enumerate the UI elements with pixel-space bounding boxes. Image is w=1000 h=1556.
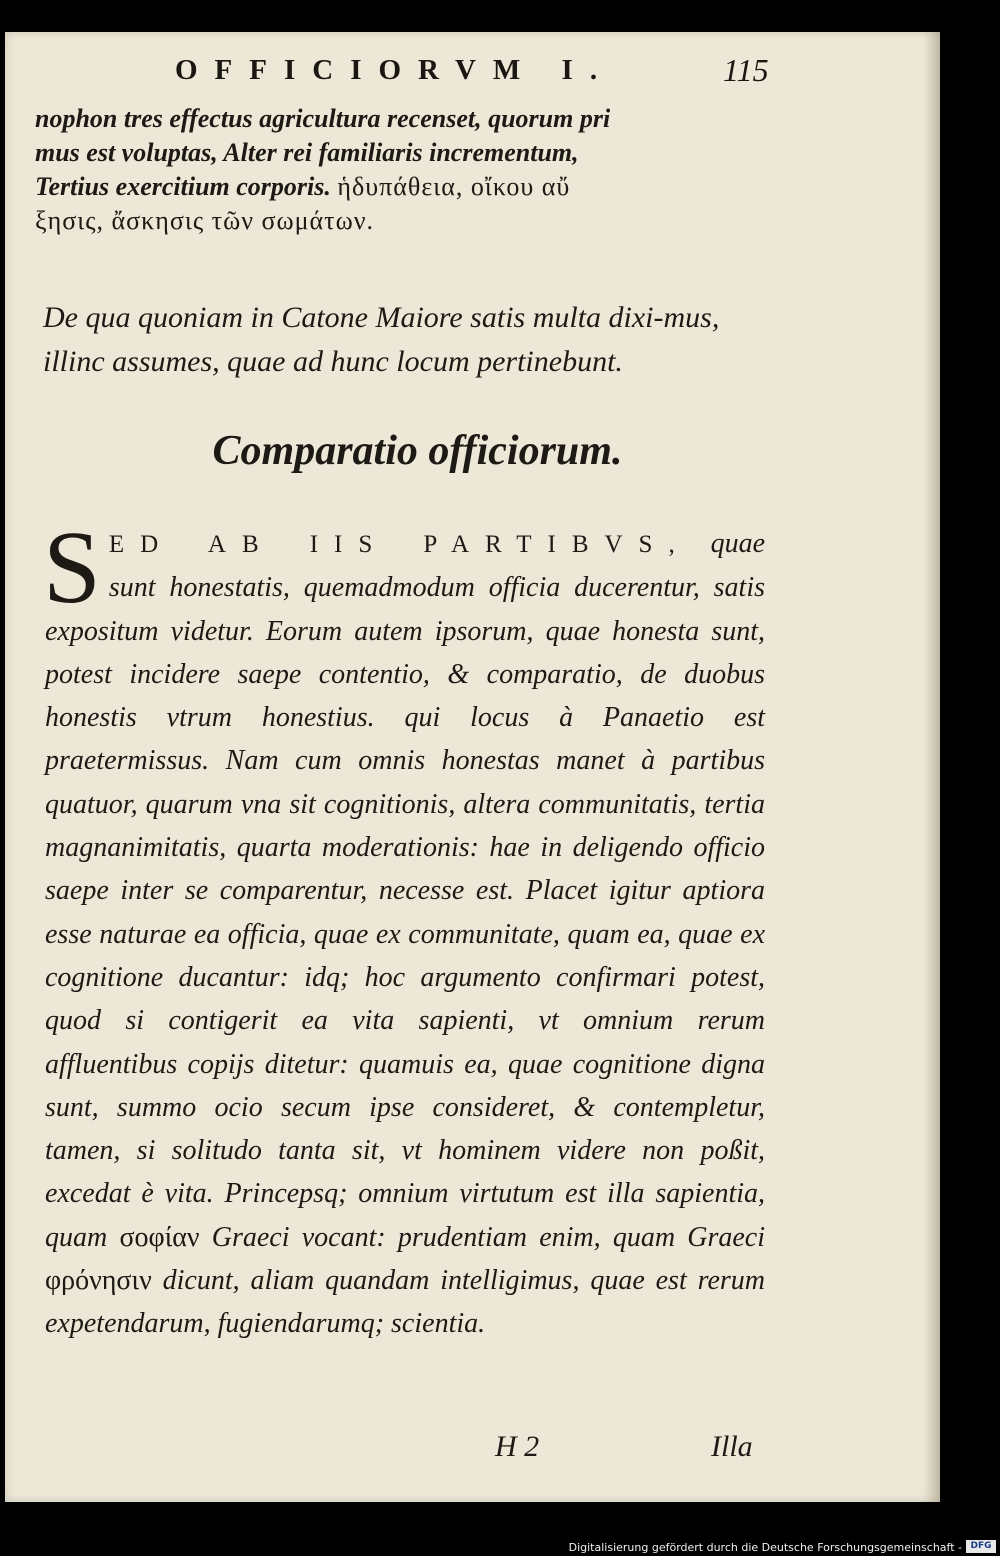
drop-cap: S — [43, 510, 101, 625]
opening-caps: ED AB IIS PARTIBVS, — [108, 531, 691, 558]
note-paragraph: De qua quoniam in Catone Maiore satis multa dixi-mus, illinc assumes, quae ad hunc locum pertinebunt. — [43, 301, 720, 378]
note-line-2: mus est voluptas, Alter rei familiaris incrementum, — [35, 138, 579, 167]
note-line-1: nophon tres effectus agricultura recenset, quorum pri — [35, 104, 611, 133]
note-line-4-greek: ξησις, ἄσκησις τῶν σωμάτων. — [35, 206, 374, 235]
note-block — [35, 102, 785, 238]
body-text-3: dicunt, aliam quandam intelligimus, quae est rerum expetendarum, fugiendarumq; scientia. — [45, 1265, 765, 1340]
book-page — [5, 32, 940, 1502]
note-line-3-greek: ἡδυπάθεια, οἴκου αὔ — [337, 172, 571, 201]
note-line-3-latin: Tertius exercitium corporis. — [35, 172, 331, 201]
digitization-credit: Digitalisierung gefördert durch die Deutsche Forschungsgemeinschaft - — [568, 1541, 962, 1554]
dfg-logo: DFG — [966, 1540, 996, 1553]
greek-word-phronesis: φρόνησιν — [45, 1265, 152, 1297]
body-text-1: quae sunt honestatis, quemadmodum officia ducerentur, satis expositum videtur. Eorum autem ipsorum, quae honesta sunt, potest incidere saepe contentio, & comparatio, de duobus honestis vtrum honestius. qui locus à Panaetio est praetermissus. Nam cum omnis honestas manet à partibus quatuor, quarum vna sit cognitionis, altera communitatis, tertia magnanimitatis, quarta moderationis: hae in deligendo officio saepe inter se comparentur, necesse est. Placet igitur aptiora esse naturae ea officia, quae ex communitate, quam ea, quae ex cognitione ducantur: idq; hoc argumento confirmari potest, quod si contigerit ea vita sapienti, vt omnium rerum affluentibus copijs ditetur: quamuis ea, quae cognitione digna sunt, summo ocio secum ipse consideret, & contempletur, tamen, si solitudo tanta sit, vt hominem videre non poßit, excedat è vita. Princepsq; omnium virtutum est illa sapientia, quam — [45, 528, 766, 1253]
body-text-2: Graeci vocant: prudentiam enim, quam Graeci — [211, 1221, 765, 1253]
catchword: Illa — [711, 1430, 753, 1463]
main-paragraph — [43, 510, 766, 1346]
page-number: 115 — [723, 52, 769, 88]
section-heading: Comparatio officiorum. — [212, 428, 623, 474]
signature-mark: H 2 — [495, 1430, 540, 1463]
greek-word-sophia: σοφίαν — [119, 1221, 200, 1253]
running-head: OFFICIORVM I. — [175, 54, 615, 86]
